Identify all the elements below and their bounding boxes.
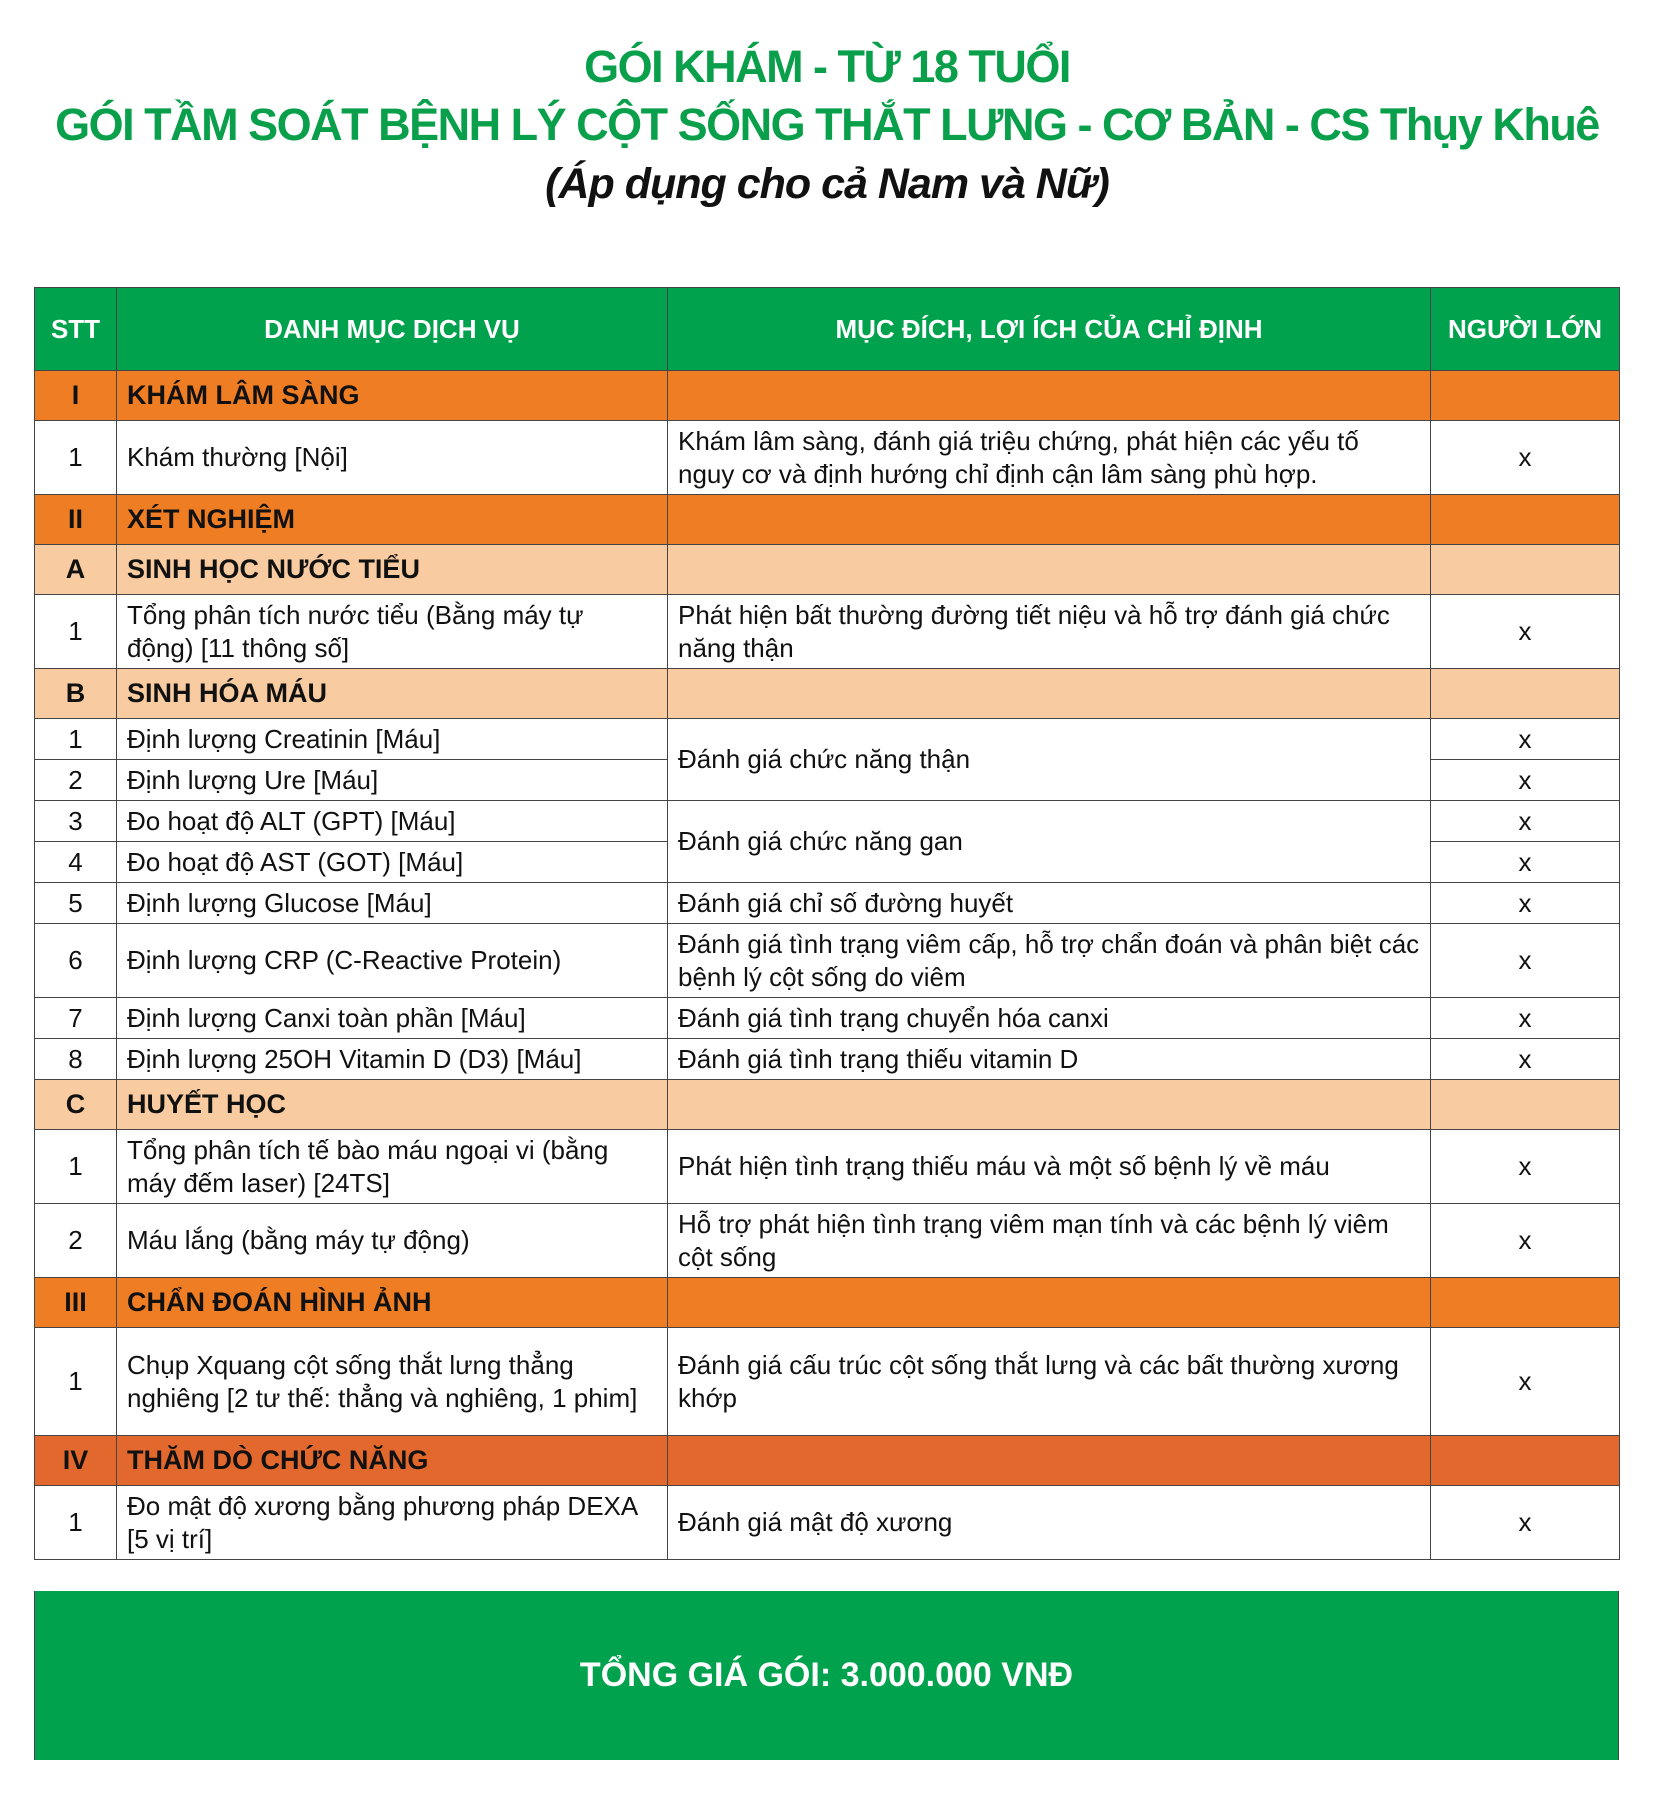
row-mark: x xyxy=(1431,1328,1620,1436)
row-service: Định lượng CRP (C-Reactive Protein) xyxy=(117,924,668,998)
row-number: 1 xyxy=(35,421,117,495)
row-mark: x xyxy=(1431,719,1620,760)
row-number: 6 xyxy=(35,924,117,998)
row-mark: x xyxy=(1431,1039,1620,1080)
row-number: 8 xyxy=(35,1039,117,1080)
subsection-letter: A xyxy=(35,545,117,595)
subsection-letter: B xyxy=(35,669,117,719)
header-service: DANH MỤC DỊCH VỤ xyxy=(117,288,668,371)
row-service: Đo hoạt độ ALT (GPT) [Máu] xyxy=(117,801,668,842)
row-purpose: Đánh giá mật độ xương xyxy=(668,1486,1431,1560)
table-row xyxy=(35,1039,1620,1080)
row-purpose: Phát hiện bất thường đường tiết niệu và hỗ trợ đánh giá chức năng thận xyxy=(668,595,1431,669)
row-number: 1 xyxy=(35,1328,117,1436)
table-row xyxy=(35,595,1620,669)
table-row xyxy=(35,1328,1620,1436)
row-purpose: Đánh giá cấu trúc cột sống thắt lưng và các bất thường xương khớp xyxy=(668,1328,1431,1436)
subsection-name: SINH HÓA MÁU xyxy=(117,669,668,719)
title-subtitle: (Áp dụng cho cả Nam và Nữ) xyxy=(545,160,1109,208)
row-mark: x xyxy=(1431,595,1620,669)
section-row xyxy=(35,1436,1620,1486)
row-mark: x xyxy=(1431,1130,1620,1204)
row-mark: x xyxy=(1431,998,1620,1039)
total-price: TỔNG GIÁ GÓI: 3.000.000 VNĐ xyxy=(34,1591,1619,1760)
row-number: 5 xyxy=(35,883,117,924)
row-service: Máu lắng (bằng máy tự động) xyxy=(117,1204,668,1278)
row-service: Đo mật độ xương bằng phương pháp DEXA [5 vị trí] xyxy=(117,1486,668,1560)
row-service: Tổng phân tích tế bào máu ngoại vi (bằng máy đếm laser) [24TS] xyxy=(117,1130,668,1204)
section-name: XÉT NGHIỆM xyxy=(117,495,668,545)
row-service: Định lượng Glucose [Máu] xyxy=(117,883,668,924)
row-service: Khám thường [Nội] xyxy=(117,421,668,495)
row-service: Định lượng 25OH Vitamin D (D3) [Máu] xyxy=(117,1039,668,1080)
header-purpose: MỤC ĐÍCH, LỢI ÍCH CỦA CHỈ ĐỊNH xyxy=(668,288,1431,371)
title-line-2: GÓI TẦM SOÁT BỆNH LÝ CỘT SỐNG THẮT LƯNG - CƠ BẢN - CS Thụy Khuê xyxy=(55,99,1599,150)
row-mark: x xyxy=(1431,924,1620,998)
row-purpose: Hỗ trợ phát hiện tình trạng viêm mạn tính và các bệnh lý viêm cột sống xyxy=(668,1204,1431,1278)
subsection-row xyxy=(35,545,1620,595)
row-purpose: Khám lâm sàng, đánh giá triệu chứng, phát hiện các yếu tố nguy cơ và định hướng chỉ định cận lâm sàng phù hợp. xyxy=(668,421,1431,495)
section-row xyxy=(35,495,1620,545)
section-row xyxy=(35,371,1620,421)
row-number: 2 xyxy=(35,1204,117,1278)
row-mark: x xyxy=(1431,842,1620,883)
table-row xyxy=(35,719,1620,760)
section-name: KHÁM LÂM SÀNG xyxy=(117,371,668,421)
subsection-row xyxy=(35,1080,1620,1130)
table-row xyxy=(35,801,1620,842)
row-purpose: Đánh giá chỉ số đường huyết xyxy=(668,883,1431,924)
row-mark: x xyxy=(1431,1486,1620,1560)
row-mark: x xyxy=(1431,760,1620,801)
row-service: Định lượng Ure [Máu] xyxy=(117,760,668,801)
section-number: I xyxy=(35,371,117,421)
section-name: CHẨN ĐOÁN HÌNH ẢNH xyxy=(117,1278,668,1328)
row-service: Tổng phân tích nước tiểu (Bằng máy tự động) [11 thông số] xyxy=(117,595,668,669)
row-service: Đo hoạt độ AST (GOT) [Máu] xyxy=(117,842,668,883)
package-table xyxy=(34,287,1620,1560)
table-row xyxy=(35,1204,1620,1278)
row-purpose: Đánh giá chức năng gan xyxy=(668,801,1431,883)
section-number: II xyxy=(35,495,117,545)
row-purpose: Đánh giá chức năng thận xyxy=(668,719,1431,801)
row-number: 7 xyxy=(35,998,117,1039)
page-title xyxy=(0,38,1654,214)
table-row xyxy=(35,998,1620,1039)
subsection-name: HUYẾT HỌC xyxy=(117,1080,668,1130)
section-number: III xyxy=(35,1278,117,1328)
row-number: 1 xyxy=(35,1130,117,1204)
section-number: IV xyxy=(35,1436,117,1486)
header-stt: STT xyxy=(35,288,117,371)
row-mark: x xyxy=(1431,883,1620,924)
row-number: 4 xyxy=(35,842,117,883)
row-purpose: Đánh giá tình trạng chuyển hóa canxi xyxy=(668,998,1431,1039)
row-mark: x xyxy=(1431,421,1620,495)
header-adult: NGƯỜI LỚN xyxy=(1431,288,1620,371)
row-number: 1 xyxy=(35,595,117,669)
row-number: 1 xyxy=(35,1486,117,1560)
row-service: Chụp Xquang cột sống thắt lưng thẳng nghiêng [2 tư thế: thẳng và nghiêng, 1 phim] xyxy=(117,1328,668,1436)
row-number: 3 xyxy=(35,801,117,842)
table-row xyxy=(35,1486,1620,1560)
table-header-row xyxy=(35,288,1620,371)
row-service: Định lượng Canxi toàn phần [Máu] xyxy=(117,998,668,1039)
row-number: 1 xyxy=(35,719,117,760)
row-mark: x xyxy=(1431,1204,1620,1278)
row-purpose: Phát hiện tình trạng thiếu máu và một số bệnh lý về máu xyxy=(668,1130,1431,1204)
subsection-name: SINH HỌC NƯỚC TIỂU xyxy=(117,545,668,595)
row-mark: x xyxy=(1431,801,1620,842)
table-row xyxy=(35,924,1620,998)
title-line-1: GÓI KHÁM - TỪ 18 TUỔI xyxy=(584,41,1070,92)
row-purpose: Đánh giá tình trạng viêm cấp, hỗ trợ chẩn đoán và phân biệt các bệnh lý cột sống do viêm xyxy=(668,924,1431,998)
table-row xyxy=(35,883,1620,924)
subsection-letter: C xyxy=(35,1080,117,1130)
table-row xyxy=(35,421,1620,495)
subsection-row xyxy=(35,669,1620,719)
row-service: Định lượng Creatinin [Máu] xyxy=(117,719,668,760)
section-name: THĂM DÒ CHỨC NĂNG xyxy=(117,1436,668,1486)
row-purpose: Đánh giá tình trạng thiếu vitamin D xyxy=(668,1039,1431,1080)
section-row xyxy=(35,1278,1620,1328)
row-number: 2 xyxy=(35,760,117,801)
table-row xyxy=(35,1130,1620,1204)
